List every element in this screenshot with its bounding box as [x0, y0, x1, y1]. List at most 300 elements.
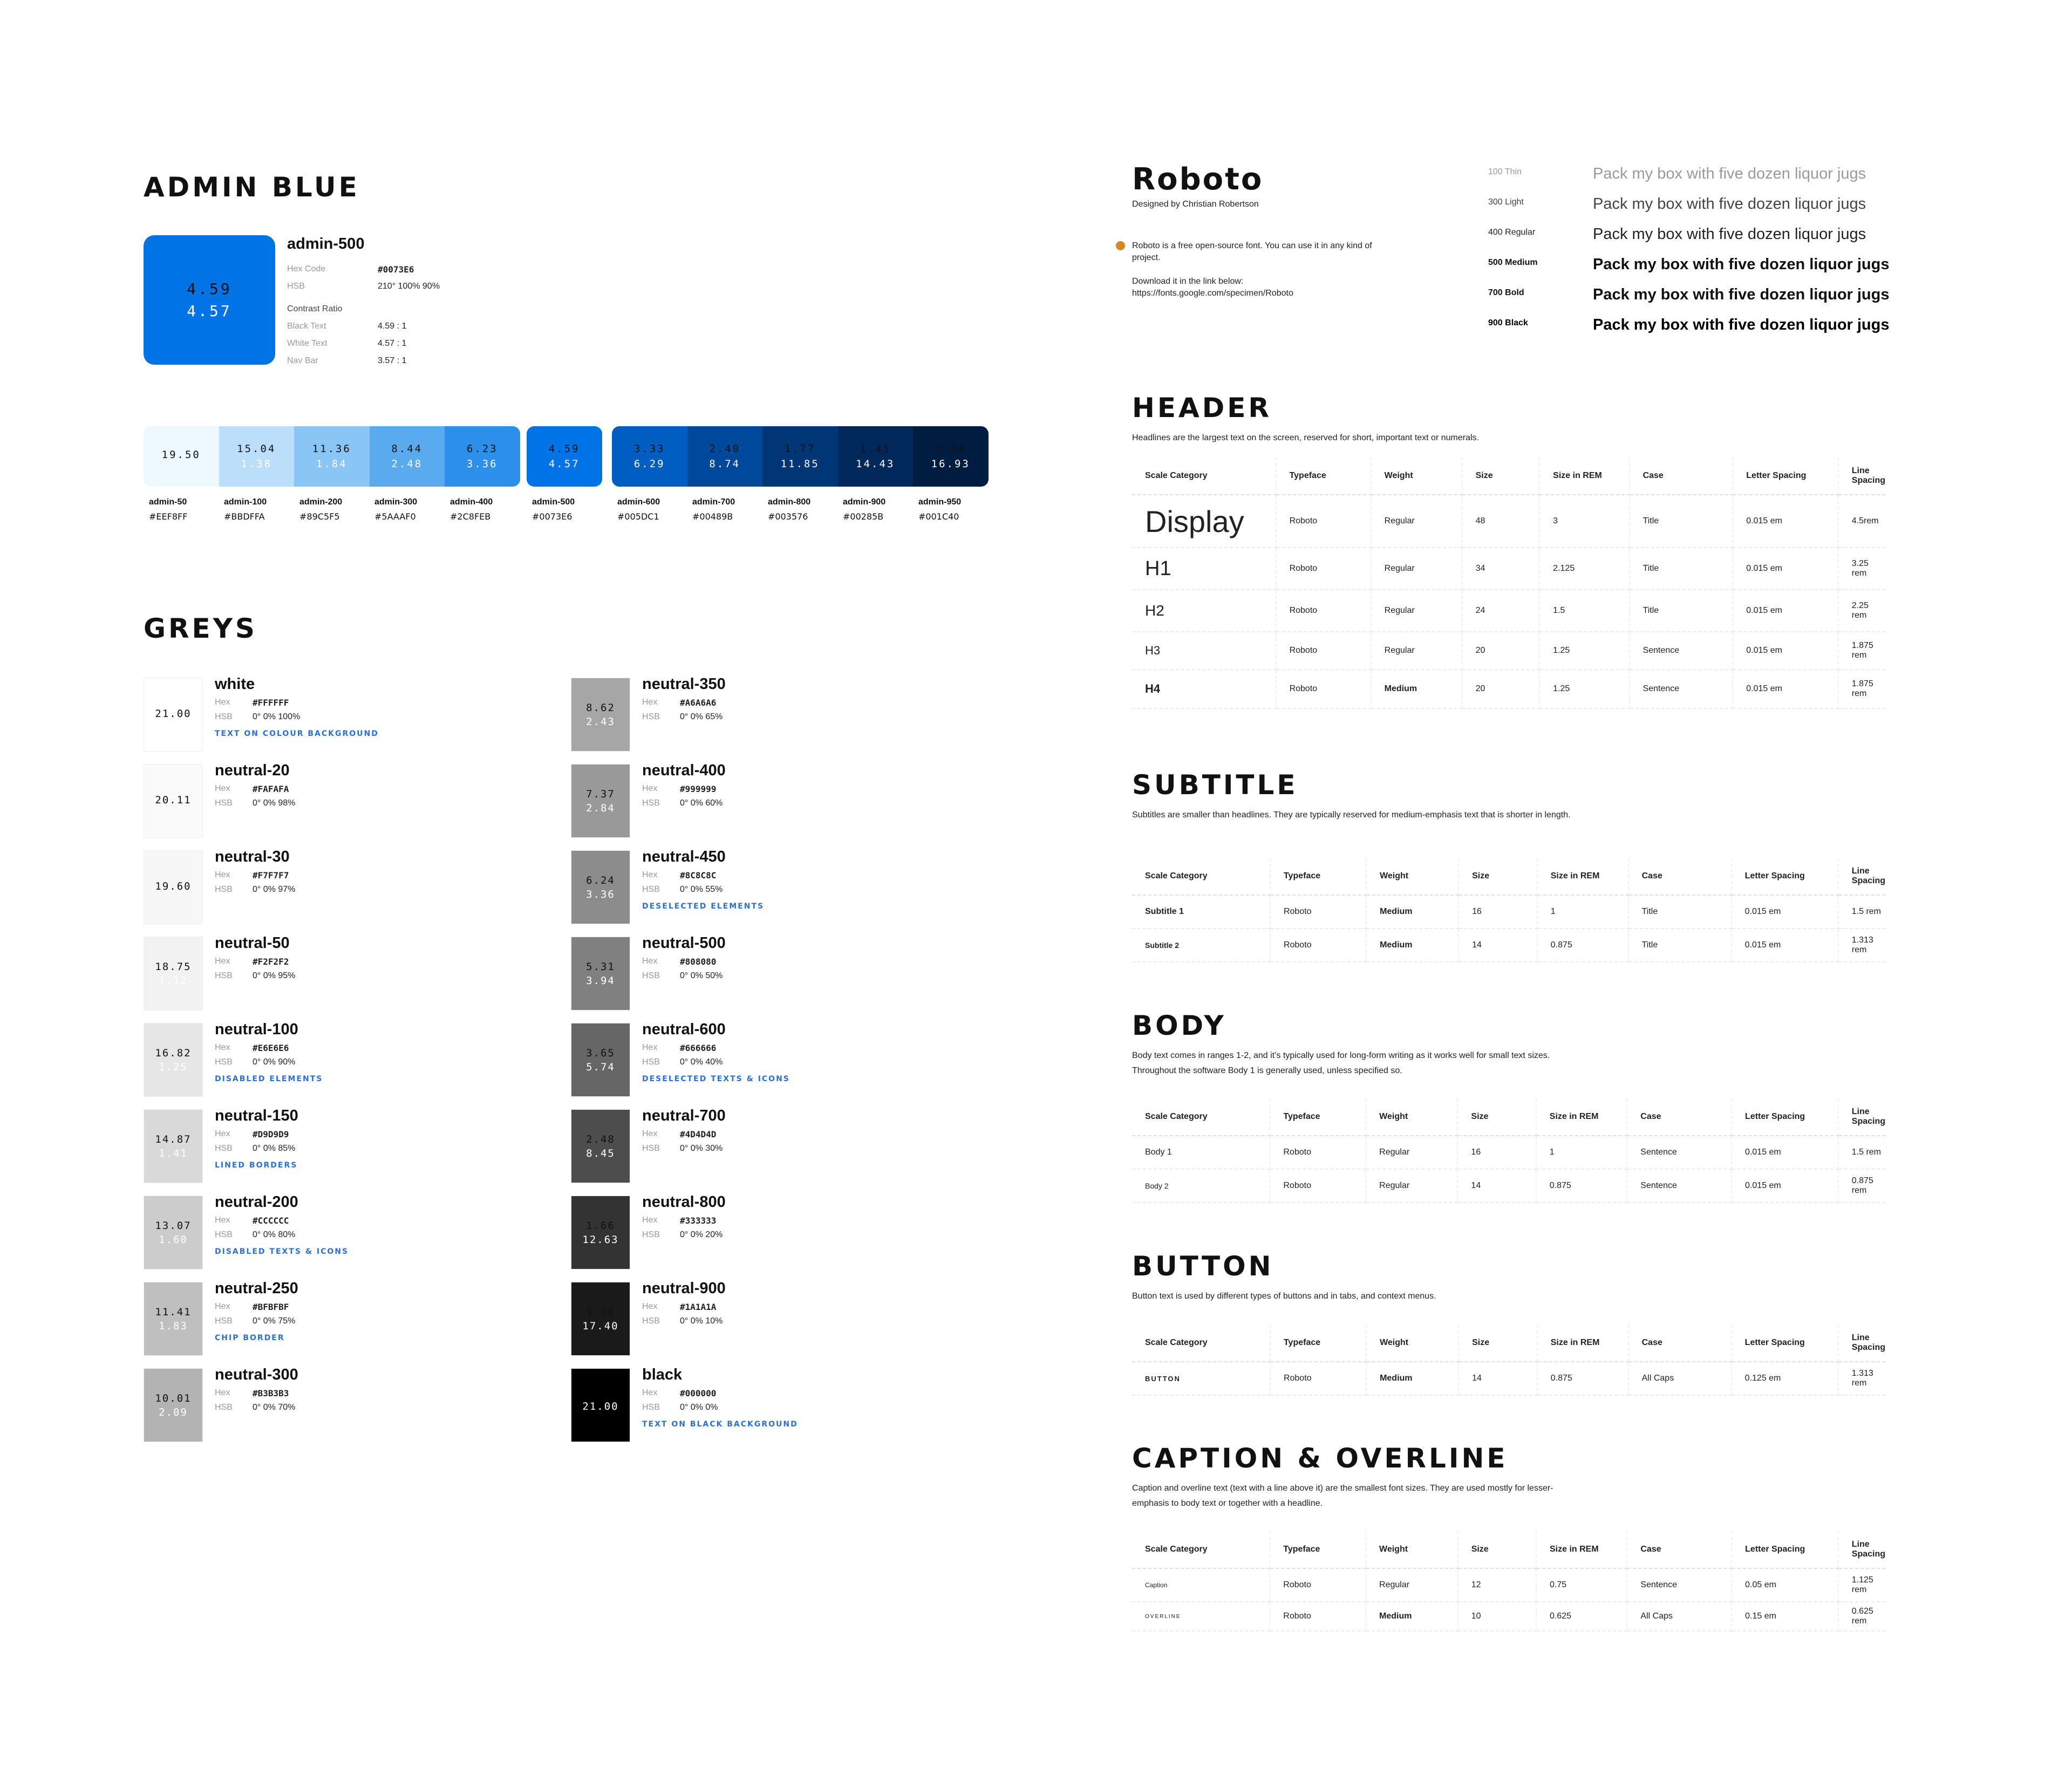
scale-label: [612, 497, 687, 522]
hsb-value: 0° 0% 80%: [253, 1230, 296, 1239]
table-cell: 1.25: [1539, 632, 1629, 670]
table-cell: All Caps: [1627, 1602, 1732, 1631]
admin-500-swatch[interactable]: [144, 235, 275, 365]
white-contrast: 21.00: [582, 1400, 619, 1412]
table-cell: Medium: [1366, 928, 1458, 962]
scale-name: admin-200: [299, 497, 343, 507]
column-header: Size: [1457, 1098, 1536, 1136]
grey-swatch[interactable]: [571, 850, 630, 924]
scale-label: [144, 497, 219, 522]
table-header-row: [1132, 1531, 1885, 1568]
table-row: [1132, 548, 1885, 590]
table-cell: Roboto: [1270, 1568, 1366, 1602]
table-cell: Sentence: [1627, 1169, 1732, 1203]
grey-name: neutral-30: [215, 848, 290, 865]
column-header: Size in REM: [1536, 1098, 1627, 1136]
table-cell: 2.25 rem: [1838, 590, 1885, 632]
black-contrast-value: 4.59: [187, 280, 232, 298]
hsb-value: 0° 0% 40%: [680, 1057, 723, 1067]
grey-details: [642, 675, 726, 729]
hex-value[interactable]: #4D4D4D: [680, 1129, 717, 1139]
grey-card: [144, 1023, 554, 1098]
table-row: [1132, 670, 1885, 708]
black-contrast: 11.36: [312, 443, 351, 455]
table-row: [1132, 1568, 1885, 1602]
white-contrast: 1.38: [241, 458, 272, 470]
scale-swatch-7[interactable]: [687, 426, 763, 487]
column-header: Typeface: [1270, 1531, 1366, 1568]
table-cell: 24: [1462, 590, 1540, 632]
section-description-caption: Caption and overline text (text with a line above it) are the smallest font sizes. They are used mostly for lesser-emphasis to body text or together with a headline.: [1132, 1484, 1553, 1508]
black-contrast: 1.24: [935, 443, 966, 455]
hex-label: Hex: [642, 698, 658, 707]
grey-details: [642, 1193, 726, 1247]
table-cell: 12: [1458, 1568, 1536, 1602]
grey-name: neutral-900: [642, 1280, 726, 1297]
column-header: Size: [1458, 1324, 1537, 1362]
weight-label: 700 Bold: [1488, 288, 1524, 297]
table-cell: Title: [1628, 928, 1732, 962]
scale-category-cell: H1: [1132, 548, 1276, 590]
scale-group: [612, 426, 989, 487]
scale-hex[interactable]: #5AAAF0: [374, 511, 416, 522]
section-description-subtitle: Subtitles are smaller than headlines. They are typically reserved for medium-emphasis text that is shorter in length.: [1132, 810, 1571, 820]
hex-label: Hex: [215, 1043, 230, 1052]
column-header: Size: [1458, 1531, 1536, 1568]
hsb-label: HSB: [642, 1144, 660, 1153]
hsb-label: HSB: [642, 1403, 660, 1412]
scale-name: admin-950: [918, 497, 962, 507]
hsb-label: HSB: [215, 1057, 233, 1067]
column-header: Line Spacing: [1838, 1324, 1885, 1362]
scale-category-cell: Display: [1132, 495, 1276, 548]
table-cell: 0.875: [1537, 928, 1628, 962]
column-header: Scale Category: [1132, 1098, 1270, 1136]
hex-label: Hex: [215, 957, 230, 966]
scale-hex[interactable]: #003576: [768, 511, 808, 522]
grey-swatch[interactable]: [144, 1282, 203, 1356]
hsb-value: 0° 0% 100%: [253, 712, 301, 721]
weight-sample: Pack my box with five dozen liquor jugs: [1593, 316, 1890, 333]
weight-sample: Pack my box with five dozen liquor jugs: [1593, 165, 1866, 182]
table-header-row: [1132, 1098, 1885, 1136]
black-contrast: 5.31: [586, 960, 615, 973]
white-contrast: 8.74: [709, 458, 741, 470]
scale-hex[interactable]: #2C8FEB: [450, 511, 491, 522]
scale-swatch-0[interactable]: [144, 426, 219, 487]
grey-card: [571, 1109, 981, 1185]
grey-details: [642, 1282, 726, 1334]
table-cell: Sentence: [1630, 670, 1733, 708]
grey-name: neutral-400: [642, 762, 726, 779]
hex-code-label: Hex Code: [287, 264, 326, 274]
column-header: Scale Category: [1132, 858, 1270, 895]
grey-details: [642, 764, 726, 816]
scale-swatch-10[interactable]: [913, 426, 989, 487]
grey-swatch[interactable]: [144, 850, 203, 924]
column-header: Line Spacing: [1838, 1531, 1885, 1568]
scale-category-cell: Subtitle 1: [1132, 895, 1270, 928]
font-designer: Designed by Christian Robertson: [1132, 200, 1259, 209]
grey-details: [215, 1193, 349, 1256]
table-cell: Medium: [1371, 670, 1462, 708]
hsb-label: HSB: [215, 798, 233, 808]
black-contrast: 1.66: [586, 1219, 615, 1232]
hsb-value: 0° 0% 90%: [253, 1057, 296, 1067]
table-cell: 3.25 rem: [1838, 548, 1885, 590]
grey-details: [215, 934, 296, 988]
scale-swatch-5[interactable]: [527, 426, 602, 487]
section-title-header: HEADER: [1132, 392, 1272, 424]
weight-label: 900 Black: [1488, 318, 1528, 327]
hex-value[interactable]: #333333: [680, 1216, 717, 1226]
scale-name: admin-600: [617, 497, 660, 507]
hex-value[interactable]: #F2F2F2: [253, 957, 289, 967]
info-icon: [1116, 241, 1125, 250]
table-cell: Title: [1630, 590, 1733, 632]
grey-card: [144, 675, 554, 753]
black-contrast: 2.40: [709, 443, 741, 455]
grey-details: [642, 850, 764, 911]
table-cell: Roboto: [1270, 1169, 1366, 1203]
scale-category-cell: BUTTON: [1132, 1362, 1270, 1395]
grey-swatch[interactable]: [571, 1368, 630, 1442]
scale-name: admin-400: [450, 497, 493, 507]
scale-category-cell: Caption: [1132, 1568, 1270, 1602]
hex-label: Hex: [642, 957, 658, 966]
white-contrast: 1.12: [159, 974, 188, 987]
scale-swatch-9[interactable]: [838, 426, 914, 487]
hex-value[interactable]: #E6E6E6: [253, 1043, 289, 1053]
weight-sample: Pack my box with five dozen liquor jugs: [1593, 286, 1890, 303]
download-link[interactable]: https://fonts.google.com/specimen/Roboto: [1132, 289, 1293, 298]
scale-swatch-4[interactable]: [445, 426, 520, 487]
usage-note: TEXT ON COLOUR BACKGROUND: [215, 729, 379, 738]
column-header: Weight: [1366, 1324, 1458, 1362]
grey-name: neutral-200: [215, 1193, 298, 1211]
scale-label: [369, 497, 444, 522]
grey-swatch[interactable]: [144, 678, 203, 752]
black-contrast: 16.82: [155, 1047, 192, 1059]
hex-value[interactable]: #000000: [680, 1388, 717, 1398]
hex-value[interactable]: #8C8C8C: [680, 870, 717, 880]
table-cell: 16: [1457, 1136, 1536, 1169]
black-contrast: 15.04: [237, 443, 276, 455]
white-contrast: 17.40: [582, 1320, 619, 1332]
column-header: Case: [1628, 858, 1732, 895]
hex-value[interactable]: #B3B3B3: [253, 1388, 289, 1398]
hsb-label: HSB: [215, 885, 233, 894]
table-cell: Regular: [1371, 495, 1462, 548]
usage-note: TEXT ON BLACK BACKGROUND: [642, 1420, 798, 1429]
column-header: Letter Spacing: [1733, 458, 1838, 495]
table-cell: 0.015 em: [1733, 590, 1838, 632]
scale-hex[interactable]: #0073E6: [532, 511, 572, 522]
hex-value[interactable]: #A6A6A6: [680, 698, 717, 708]
scale-label: [445, 497, 520, 522]
black-contrast: 3.65: [586, 1047, 615, 1059]
scale-hex[interactable]: #00285B: [843, 511, 884, 522]
scale-hex[interactable]: #001C40: [918, 511, 959, 522]
scale-group: [527, 426, 602, 487]
black-contrast: 4.59: [548, 443, 580, 455]
table-cell: 0.875: [1536, 1169, 1627, 1203]
white-contrast: 3.36: [586, 888, 615, 900]
hex-value[interactable]: #666666: [680, 1043, 717, 1053]
hex-label: Hex: [642, 784, 658, 793]
table-cell: 34: [1462, 548, 1540, 590]
hsb-label: HSB: [215, 1144, 233, 1153]
column-header: Typeface: [1276, 458, 1371, 495]
hsb-label: HSB: [215, 1403, 233, 1412]
table-cell: Roboto: [1276, 590, 1371, 632]
black-contrast: 2.48: [586, 1133, 615, 1145]
scale-swatch-6[interactable]: [612, 426, 687, 487]
column-header: Size: [1462, 458, 1540, 495]
table-cell: 1.25: [1539, 670, 1629, 708]
column-header: Typeface: [1270, 858, 1366, 895]
hex-value[interactable]: #FAFAFA: [253, 784, 289, 794]
section-title-subtitle: SUBTITLE: [1132, 769, 1298, 801]
scale-name: admin-500: [532, 497, 575, 507]
table-cell: 0.015 em: [1733, 495, 1838, 548]
column-header: Letter Spacing: [1732, 1098, 1838, 1136]
type-scale-table-body: [1132, 1098, 1885, 1203]
scale-category-cell: OVERLINE: [1132, 1602, 1270, 1631]
column-header: Case: [1628, 1324, 1732, 1362]
hsb-label: HSB: [642, 885, 660, 894]
black-contrast: 8.44: [391, 443, 423, 455]
table-cell: 0.015 em: [1733, 670, 1838, 708]
hsb-value: 0° 0% 97%: [253, 885, 296, 894]
table-header-row: [1132, 1324, 1885, 1362]
grey-details: [642, 934, 726, 988]
hsb-value: 0° 0% 60%: [680, 798, 723, 808]
greys-title: GREYS: [144, 613, 257, 644]
grey-swatch[interactable]: [144, 1109, 203, 1183]
nav-bar-label: Nav Bar: [287, 356, 318, 365]
weight-sample: Pack my box with five dozen liquor jugs: [1593, 195, 1866, 213]
grey-details: [215, 1282, 298, 1342]
column-header: Typeface: [1270, 1324, 1366, 1362]
hex-value[interactable]: #D9D9D9: [253, 1129, 289, 1139]
scale-label: [687, 497, 762, 522]
table-cell: 20: [1462, 632, 1540, 670]
column-header: Letter Spacing: [1732, 1531, 1838, 1568]
section-description-header: Headlines are the largest text on the screen, reserved for short, important text or numerals.: [1132, 433, 1479, 442]
grey-swatch[interactable]: [571, 937, 630, 1011]
table-cell: Roboto: [1270, 1136, 1366, 1169]
grey-card: [144, 1193, 554, 1271]
scale-label: [913, 497, 988, 522]
hsb-value: 0° 0% 95%: [253, 971, 296, 980]
grey-swatch[interactable]: [571, 678, 630, 752]
scale-swatch-3[interactable]: [370, 426, 445, 487]
table-cell: 1.313 rem: [1838, 1362, 1885, 1395]
scale-swatch-1[interactable]: [219, 426, 295, 487]
grey-card: [571, 764, 981, 839]
table-row: [1132, 1602, 1885, 1631]
hex-label: Hex: [642, 1388, 658, 1397]
hex-label: Hex: [642, 1216, 658, 1225]
hex-value[interactable]: #BFBFBF: [253, 1302, 289, 1312]
table-cell: Roboto: [1270, 1602, 1366, 1631]
grey-details: [642, 1368, 798, 1429]
grey-name: neutral-450: [642, 848, 726, 865]
black-contrast: 21.00: [155, 707, 192, 720]
table-cell: 1.5 rem: [1838, 895, 1885, 928]
table-cell: 0.625: [1536, 1602, 1627, 1631]
column-header: Size: [1458, 858, 1537, 895]
type-scale-table-subtitle: [1132, 858, 1885, 962]
hsb-value: 0° 0% 0%: [680, 1403, 718, 1412]
table-cell: 1.125 rem: [1838, 1568, 1885, 1602]
hex-value[interactable]: #1A1A1A: [680, 1302, 717, 1312]
type-scale-table-header: [1132, 458, 1885, 709]
grey-swatch[interactable]: [144, 1196, 203, 1269]
column-header: Case: [1630, 458, 1733, 495]
grey-name: neutral-150: [215, 1107, 298, 1124]
table-cell: 0.015 em: [1732, 1169, 1838, 1203]
table-cell: 0.015 em: [1733, 632, 1838, 670]
hsb-label: HSB: [215, 1230, 233, 1239]
table-cell: Medium: [1366, 1602, 1458, 1631]
hex-label: Hex: [642, 1302, 658, 1311]
grey-details: [215, 1109, 298, 1170]
column-header: Weight: [1366, 1531, 1458, 1568]
hex-value[interactable]: #CCCCCC: [253, 1216, 289, 1226]
grey-swatch[interactable]: [571, 1196, 630, 1269]
scale-hex[interactable]: #005DC1: [617, 511, 659, 522]
white-contrast-value: 4.57: [187, 302, 232, 320]
black-contrast: 1.20: [586, 1306, 615, 1318]
weight-label: 400 Regular: [1488, 228, 1536, 237]
hex-label: Hex: [215, 1129, 230, 1138]
hsb-label: HSB: [642, 1057, 660, 1067]
hex-value[interactable]: #FFFFFF: [253, 698, 289, 708]
grey-swatch[interactable]: [571, 1109, 630, 1183]
white-contrast: 2.09: [159, 1406, 188, 1418]
table-cell: 0.015 em: [1733, 548, 1838, 590]
table-header-row: [1132, 458, 1885, 495]
grey-swatch[interactable]: [571, 764, 630, 838]
table-cell: Regular: [1371, 548, 1462, 590]
white-contrast: 1.60: [159, 1233, 188, 1246]
scale-name: admin-100: [224, 497, 267, 507]
scale-label: [294, 497, 369, 522]
grey-swatch[interactable]: [144, 1368, 203, 1442]
scale-hex[interactable]: #EEF8FF: [149, 511, 188, 522]
table-header-row: [1132, 858, 1885, 895]
table-cell: Sentence: [1627, 1136, 1732, 1169]
grey-card: [571, 850, 981, 926]
section-description-body: Body text comes in ranges 1-2, and it’s typically used for long-form writing as it works well for small text sizes. Throughout the software Body 1 is generally used, unless specified so.: [1132, 1051, 1550, 1075]
table-cell: 0.875: [1537, 1362, 1628, 1395]
hsb-value: 0° 0% 50%: [680, 971, 723, 980]
usage-note: DISABLED TEXTS & ICONS: [215, 1247, 349, 1256]
grey-card: [144, 1282, 554, 1357]
scale-swatch-2[interactable]: [294, 426, 370, 487]
grey-swatch[interactable]: [144, 1023, 203, 1097]
hex-value[interactable]: #808080: [680, 957, 717, 967]
table-cell: 10: [1458, 1602, 1536, 1631]
grey-card: [571, 1193, 981, 1271]
scale-label: [219, 497, 294, 522]
scale-hex[interactable]: #89C5F5: [299, 511, 340, 522]
white-contrast: 2.48: [391, 458, 423, 470]
grey-swatch[interactable]: [571, 1282, 630, 1356]
hsb-value: 0° 0% 70%: [253, 1403, 296, 1412]
download-label: Download it in the link below:: [1132, 277, 1244, 286]
grey-swatch[interactable]: [571, 1023, 630, 1097]
table-cell: Title: [1628, 895, 1732, 928]
column-header: Size in REM: [1537, 858, 1628, 895]
hsb-label: HSB: [642, 1230, 660, 1239]
table-cell: 14: [1458, 928, 1537, 962]
grey-name: neutral-300: [215, 1366, 298, 1383]
grey-details: [642, 1023, 790, 1083]
scale-swatch-8[interactable]: [762, 426, 838, 487]
grey-swatch[interactable]: [144, 937, 203, 1011]
white-contrast: 1.41: [159, 1147, 188, 1159]
table-cell: 2.125: [1539, 548, 1629, 590]
usage-note: LINED BORDERS: [215, 1161, 298, 1170]
grey-card: [144, 1368, 554, 1444]
black-contrast: 18.75: [155, 960, 192, 973]
column-header: Line Spacing: [1838, 1098, 1885, 1136]
black-contrast: 3.33: [633, 443, 665, 455]
white-contrast: 6.29: [633, 458, 665, 470]
hex-label: Hex: [215, 698, 230, 707]
scale-hex[interactable]: #BBDFFA: [224, 511, 265, 522]
table-row: [1132, 1169, 1885, 1203]
table-cell: Roboto: [1276, 548, 1371, 590]
grey-swatch[interactable]: [144, 764, 203, 838]
black-contrast: 10.01: [155, 1392, 192, 1404]
column-header: Scale Category: [1132, 1531, 1270, 1568]
scale-category-cell: Subtitle 2: [1132, 928, 1270, 962]
section-title-caption: CAPTION & OVERLINE: [1132, 1443, 1508, 1474]
scale-hex[interactable]: #00489B: [692, 511, 733, 522]
usage-note: CHIP BORDER: [215, 1334, 285, 1342]
black-text-value: 4.59 : 1: [378, 322, 407, 331]
grey-card: [571, 934, 981, 1012]
hex-value[interactable]: #F7F7F7: [253, 870, 289, 880]
hsb-label: HSB: [287, 282, 305, 291]
column-header: Line Spacing: [1838, 858, 1885, 895]
hsb-value: 0° 0% 65%: [680, 712, 723, 721]
black-contrast: 20.11: [155, 794, 192, 806]
black-contrast: 7.37: [586, 788, 615, 800]
black-contrast: 1.45: [860, 443, 891, 455]
contrast-ratio-label: Contrast Ratio: [287, 304, 343, 313]
black-contrast: 8.62: [586, 701, 615, 714]
column-header: Letter Spacing: [1732, 858, 1838, 895]
table-cell: 0.015 em: [1732, 1136, 1838, 1169]
hsb-value: 0° 0% 98%: [253, 798, 296, 808]
hex-value[interactable]: #999999: [680, 784, 717, 794]
column-header: Letter Spacing: [1732, 1324, 1838, 1362]
black-contrast: 6.24: [586, 874, 615, 886]
scale-label: [527, 497, 602, 522]
table-cell: 14: [1457, 1169, 1536, 1203]
table-row: [1132, 928, 1885, 962]
black-contrast: 11.41: [155, 1306, 192, 1318]
table-cell: 1.313 rem: [1838, 928, 1885, 962]
column-header: Scale Category: [1132, 1324, 1270, 1362]
table-cell: 3: [1539, 495, 1629, 548]
hex-code-value[interactable]: #0073E6: [378, 264, 414, 275]
